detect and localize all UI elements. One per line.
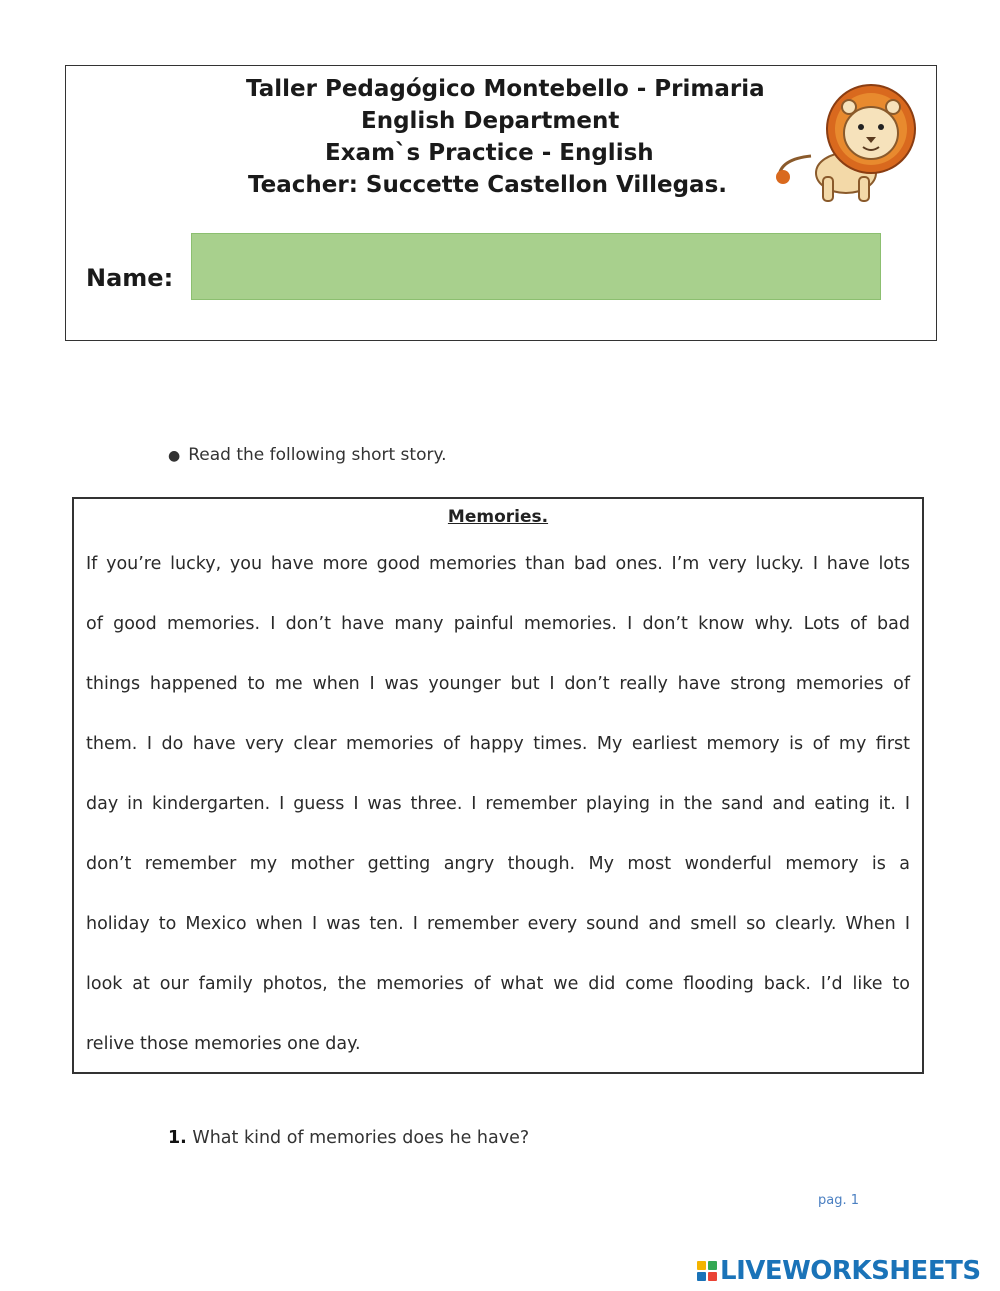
bullet-icon: ● xyxy=(168,448,181,464)
story-line: holiday to Mexico when I was ten. I remember every sound and smell so clearly. When I xyxy=(86,914,910,934)
header-box xyxy=(65,65,937,341)
story-line: relive those memories one day. xyxy=(86,1034,361,1054)
story-line: look at our family photos, the memories of what we did come flooding back. I’d like to xyxy=(86,974,910,994)
page-number: pag. 1 xyxy=(818,1193,860,1208)
exam-title: Exam`s Practice - English xyxy=(325,140,654,166)
liveworksheets-icon xyxy=(697,1261,717,1281)
name-label: Name: xyxy=(86,264,174,292)
lion-cartoon-icon xyxy=(771,81,941,206)
story-line: of good memories. I don’t have many painful memories. I don’t know why. Lots of bad xyxy=(86,614,910,634)
teacher-name: Teacher: Succette Castellon Villegas. xyxy=(248,172,728,198)
story-box xyxy=(72,497,924,1074)
instruction xyxy=(168,445,447,465)
brand-name: LIVEWORKSHEETS xyxy=(720,1256,981,1286)
story-line: them. I do have very clear memories of happy times. My earliest memory is of my first xyxy=(86,734,910,754)
question-1 xyxy=(168,1128,529,1148)
liveworksheets-logo xyxy=(697,1255,981,1287)
story-line: If you’re lucky, you have more good memories than bad ones. I’m very lucky. I have lots xyxy=(86,554,910,574)
department: English Department xyxy=(361,108,620,134)
story-line: day in kindergarten. I guess I was three. I remember playing in the sand and eating it. I xyxy=(86,794,910,814)
story-line: don’t remember my mother getting angry though. My most wonderful memory is a xyxy=(86,854,910,874)
question-number: 1. xyxy=(168,1128,187,1148)
story-title: Memories. xyxy=(447,507,549,527)
instruction-text: Read the following short story. xyxy=(188,445,447,465)
story-line: things happened to me when I was younger but I don’t really have strong memories of xyxy=(86,674,910,694)
school-name: Taller Pedagógico Montebello - Primaria xyxy=(246,76,765,102)
name-input[interactable] xyxy=(191,233,881,300)
question-text: What kind of memories does he have? xyxy=(192,1128,530,1148)
